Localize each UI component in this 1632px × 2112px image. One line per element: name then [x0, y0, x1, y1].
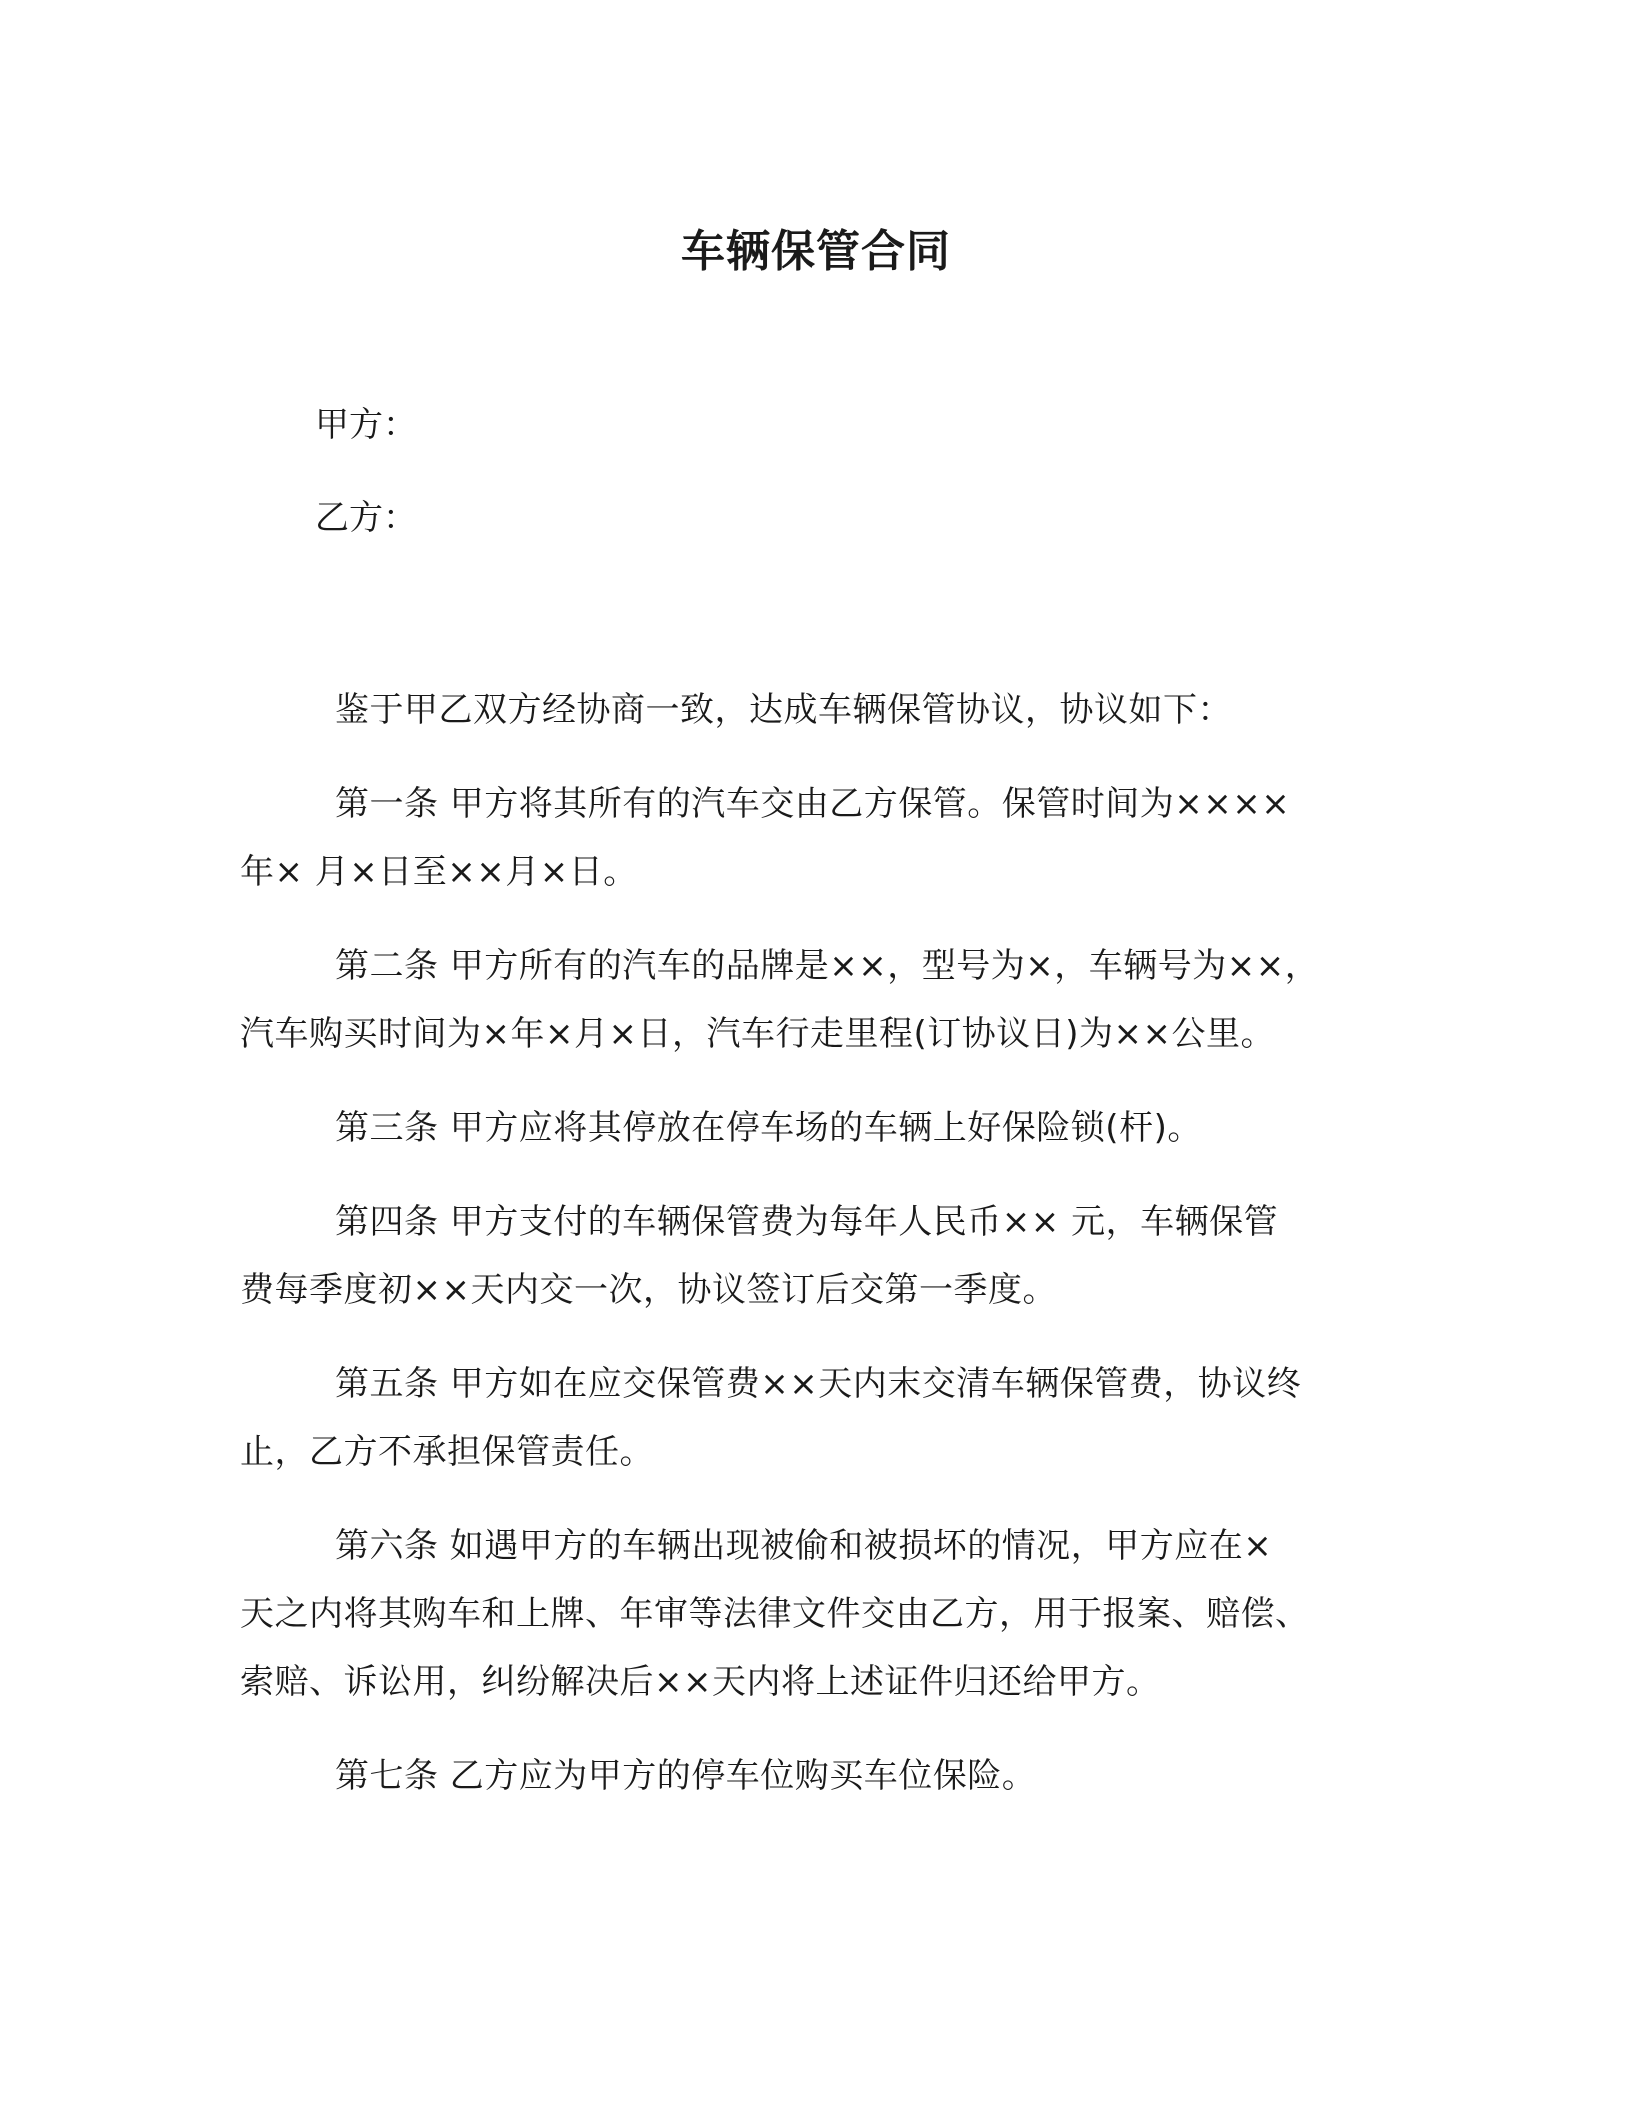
paragraph-line: 第一条 甲方将其所有的汽车交由乙方保管。保管时间为××××	[335, 784, 1291, 824]
paragraph-line: 索赔、诉讼用，纠纷解决后××天内将上述证件归还给甲方。	[240, 1662, 1161, 1702]
paragraph-line: 止，乙方不承担保管责任。	[240, 1432, 654, 1472]
contract-paragraph	[240, 932, 1420, 1068]
document-title: 车辆保管合同	[681, 226, 951, 277]
contract-paragraph	[240, 1742, 1420, 1810]
party-b-label: 乙方：	[315, 498, 417, 538]
contract-paragraph	[240, 676, 1420, 744]
paragraph-line: 年× 月×日至××月×日。	[240, 852, 638, 892]
paragraph-line: 第六条 如遇甲方的车辆出现被偷和被损坏的情况，甲方应在×	[335, 1526, 1273, 1566]
paragraph-line: 汽车购买时间为×年×月×日，汽车行走里程(订协议日)为××公里。	[240, 1014, 1275, 1054]
contract-body	[240, 676, 1420, 1836]
paragraph-line: 鉴于甲乙双方经协商一致，达成车辆保管协议，协议如下：	[335, 690, 1232, 730]
party-a-label: 甲方：	[315, 405, 417, 445]
contract-paragraph	[240, 1094, 1420, 1162]
paragraph-line: 第二条 甲方所有的汽车的品牌是××，型号为×，车辆号为××，	[335, 946, 1320, 986]
paragraph-line: 第三条 甲方应将其停放在停车场的车辆上好保险锁(杆)。	[335, 1108, 1202, 1148]
contract-paragraph	[240, 770, 1420, 906]
paragraph-line: 第四条 甲方支付的车辆保管费为每年人民币×× 元，车辆保管	[335, 1202, 1279, 1242]
paragraph-line: 天之内将其购车和上牌、年审等法律文件交由乙方，用于报案、赔偿、	[240, 1594, 1310, 1634]
paragraph-line: 第七条 乙方应为甲方的停车位购买车位保险。	[335, 1756, 1037, 1796]
contract-paragraph	[240, 1350, 1420, 1486]
paragraph-line: 费每季度初××天内交一次，协议签订后交第一季度。	[240, 1270, 1057, 1310]
paragraph-line: 第五条 甲方如在应交保管费××天内末交清车辆保管费，协议终	[335, 1364, 1302, 1404]
contract-paragraph	[240, 1188, 1420, 1324]
contract-paragraph	[240, 1512, 1420, 1716]
